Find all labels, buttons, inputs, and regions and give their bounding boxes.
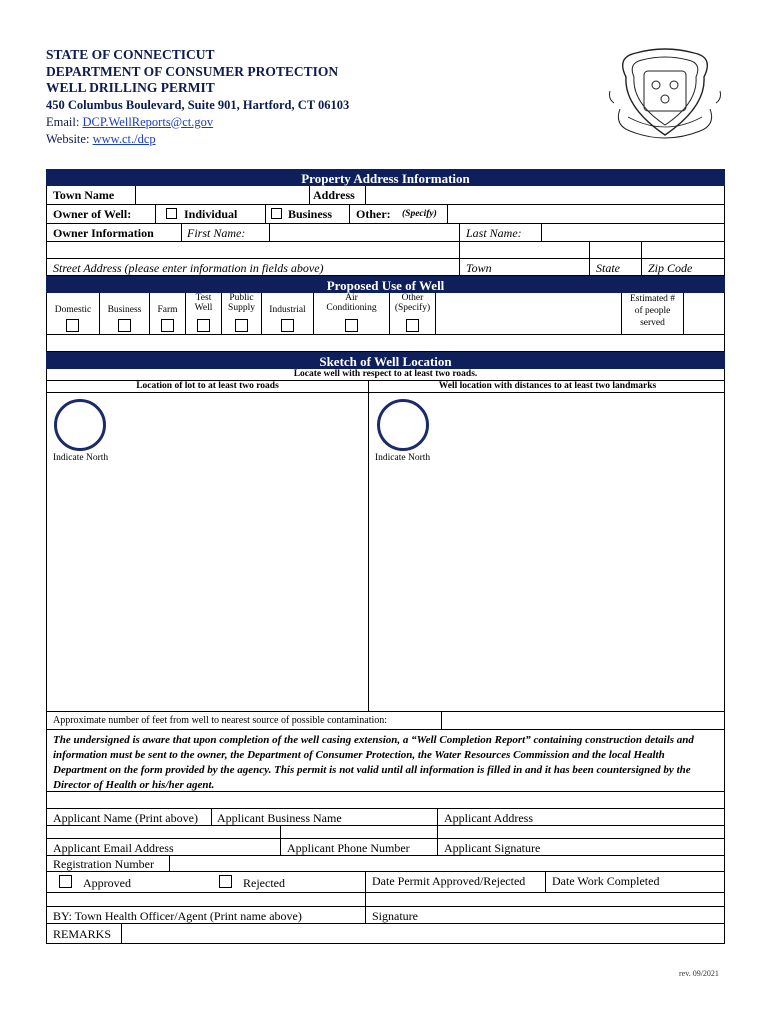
domestic-label: Domestic [54, 305, 92, 315]
landmarks-sketch-area[interactable] [368, 393, 726, 711]
sketch-area [46, 393, 725, 712]
test-well-label-1: Test [195, 293, 212, 303]
address-label: Address [313, 188, 355, 202]
date-work-completed-label: Date Work Completed [552, 874, 660, 888]
air-conditioning-checkbox[interactable] [345, 319, 358, 332]
applicant-phone-label: Applicant Phone Number [287, 841, 410, 855]
north-indicator-circle-right[interactable] [377, 399, 429, 451]
public-supply-checkbox[interactable] [235, 319, 248, 332]
officer-labels-row [46, 907, 725, 924]
state-title: STATE OF CONNECTICUT [46, 47, 215, 62]
sketch-subtitle: Locate well with respect to at least two roads. [293, 369, 478, 379]
website-link[interactable]: www.ct./dcp [92, 131, 156, 146]
applicant-business-name-label: Applicant Business Name [217, 811, 342, 825]
applicant-address-label: Applicant Address [444, 811, 533, 825]
applicant-email-field[interactable] [47, 826, 280, 838]
registration-number-label: Registration Number [53, 857, 154, 871]
air-conditioning-label-2: Conditioning [326, 303, 377, 313]
applicant-labels-row-1 [46, 809, 725, 826]
contamination-field[interactable] [441, 712, 726, 729]
remarks-field[interactable] [121, 924, 726, 943]
website-line [46, 131, 566, 148]
contamination-row [46, 712, 725, 730]
department-title: DEPARTMENT OF CONSUMER PROTECTION [46, 63, 339, 79]
owner-information-label: Owner Information [53, 226, 154, 240]
address-field[interactable] [365, 186, 726, 204]
applicant-email-label: Applicant Email Address [53, 841, 174, 855]
email-link[interactable]: DCP.WellReports@ct.gov [82, 114, 214, 129]
test-well-label-2: Well [194, 303, 213, 313]
contamination-label: Approximate number of feet from well to nearest source of possible contamination: [53, 715, 388, 726]
state-label: State [596, 261, 620, 275]
public-supply-label-1: Public [229, 293, 254, 303]
estimated-people-label-3: served [640, 318, 665, 328]
zip-field[interactable] [641, 242, 726, 258]
website-label: Website: [46, 131, 90, 146]
owner-row [46, 205, 725, 224]
estimated-people-label-1: Estimated # [629, 294, 676, 304]
other-use-specify-field[interactable] [435, 293, 621, 334]
officer-input-row [46, 893, 725, 907]
use-section-title: Proposed Use of Well [46, 276, 725, 293]
owner-information-row [46, 224, 725, 242]
farm-checkbox[interactable] [161, 319, 174, 332]
lot-roads-header: Location of lot to at least two roads [136, 381, 279, 391]
individual-checkbox[interactable] [166, 208, 177, 219]
last-name-label: Last Name: [466, 226, 522, 240]
town-field[interactable] [459, 242, 589, 258]
date-permit-label: Date Permit Approved/Rejected [372, 874, 526, 888]
street-address-field[interactable] [47, 242, 459, 258]
street-address-input-row [46, 242, 725, 259]
other-specify-label: (Specify) [402, 209, 437, 219]
town-label: Town [466, 261, 492, 275]
form-title: WELL DRILLING PERMIT [46, 80, 215, 95]
first-name-label: First Name: [187, 226, 246, 240]
domestic-checkbox[interactable] [66, 319, 79, 332]
last-name-field[interactable] [541, 224, 726, 241]
revision-date: rev. 09/2021 [679, 969, 719, 978]
landmarks-header: Well location with distances to at least two landmarks [438, 381, 657, 391]
business-label: Business [288, 207, 333, 221]
registration-row [46, 856, 725, 872]
applicant-labels-row-2 [46, 839, 725, 856]
other-use-label-2: (Specify) [394, 303, 431, 313]
individual-label: Individual [184, 207, 238, 221]
business-use-checkbox[interactable] [118, 319, 131, 332]
statement-row [46, 730, 725, 792]
applicant-signature-label: Applicant Signature [444, 841, 541, 855]
estimated-people-field[interactable] [683, 293, 726, 334]
applicant-contact-input-row [46, 826, 725, 839]
public-supply-label-2: Supply [228, 303, 255, 313]
business-use-label: Business [107, 305, 142, 315]
office-address: 450 Columbus Boulevard, Suite 901, Hartford, CT 06103 [46, 97, 350, 112]
sketch-section-title: Sketch of Well Location [46, 352, 725, 369]
indicate-north-left: Indicate North [53, 453, 109, 463]
business-checkbox[interactable] [271, 208, 282, 219]
lot-sketch-area[interactable] [47, 393, 368, 711]
email-line [46, 114, 566, 131]
registration-number-field[interactable] [169, 856, 726, 871]
approval-row [46, 872, 725, 893]
document-header [46, 47, 566, 148]
street-address-label: Street Address (please enter information in fields above) [53, 261, 324, 275]
approved-checkbox[interactable] [59, 875, 72, 888]
connecticut-seal-icon [606, 47, 724, 147]
use-spacer-row [46, 335, 725, 352]
test-well-checkbox[interactable] [197, 319, 210, 332]
remarks-label: REMARKS [53, 927, 112, 941]
first-name-field[interactable] [269, 224, 459, 241]
other-use-label-1: Other [401, 293, 424, 303]
applicant-name-label: Applicant Name (Print above) [53, 811, 198, 825]
town-name-field[interactable] [135, 186, 309, 204]
officer-name-field[interactable] [47, 893, 365, 906]
zip-label: Zip Code [648, 261, 693, 275]
farm-label: Farm [157, 305, 178, 315]
applicant-input-row[interactable] [46, 792, 725, 809]
officer-signature-field[interactable] [365, 893, 726, 906]
email-label: Email: [46, 114, 80, 129]
officer-signature-label: Signature [372, 909, 418, 923]
owner-of-well-label: Owner of Well: [53, 207, 132, 221]
street-address-labels-row [46, 259, 725, 276]
other-use-checkbox[interactable] [406, 319, 419, 332]
air-conditioning-label-1: Air [345, 293, 358, 303]
state-field[interactable] [589, 242, 641, 258]
permit-form [46, 169, 725, 944]
applicant-signature-field[interactable] [437, 826, 726, 838]
rejected-checkbox[interactable] [219, 875, 232, 888]
industrial-label: Industrial [269, 305, 306, 315]
property-section-title: Property Address Information [46, 169, 725, 186]
officer-name-label: BY: Town Health Officer/Agent (Print name above) [53, 909, 302, 923]
estimated-people-label-2: of people [634, 306, 671, 316]
approved-label: Approved [83, 876, 131, 890]
industrial-checkbox[interactable] [281, 319, 294, 332]
rejected-label: Rejected [243, 876, 285, 890]
use-row [46, 293, 725, 335]
town-address-row [46, 186, 725, 205]
other-specify-field[interactable] [447, 205, 726, 223]
permit-statement: The undersigned is aware that upon completion of the well casing extension, a “Well Completion Report” containing construction details and information must be sent to the owner, the Department of Consumer Protection, the Water Resources Commission and the local Health Department on the form provided by the agency. This permit is not valid until all information is filled in and it has been countersigned by the Director of Health or his/her agent. [53, 734, 694, 791]
town-name-label: Town Name [53, 188, 115, 202]
north-indicator-circle-left[interactable] [54, 399, 106, 451]
applicant-phone-field[interactable] [280, 826, 437, 838]
other-label: Other: [356, 207, 391, 221]
remarks-row [46, 924, 725, 944]
indicate-north-right: Indicate North [375, 453, 431, 463]
